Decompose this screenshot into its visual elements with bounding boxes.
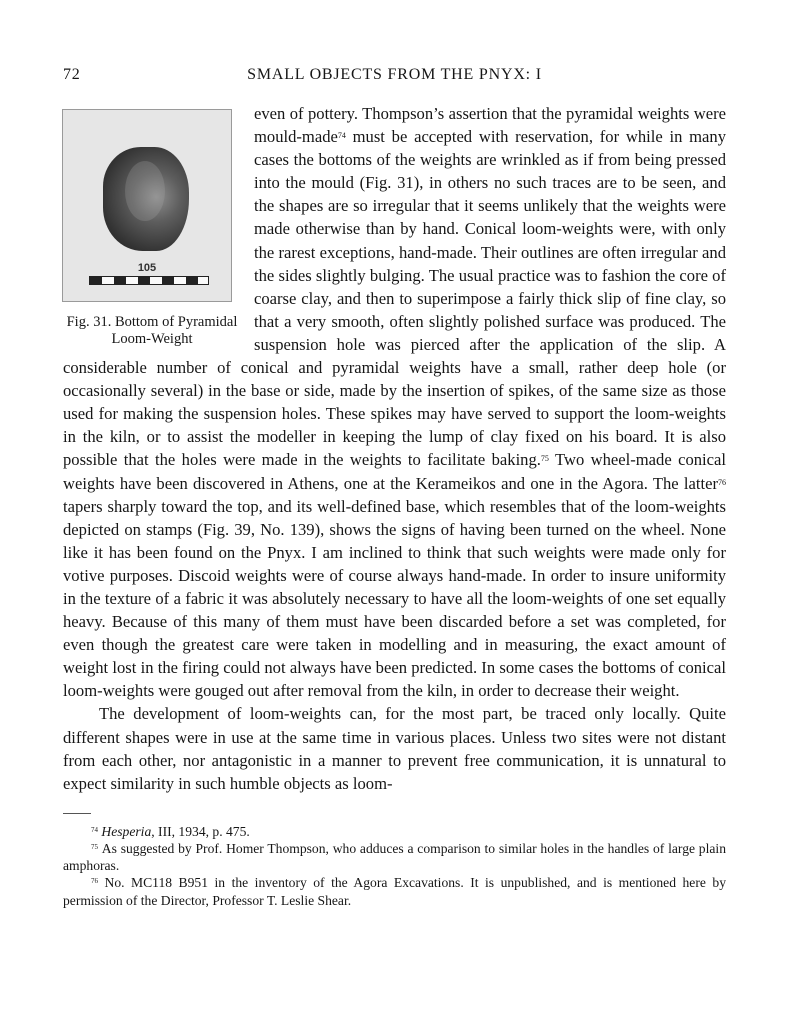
page-number: 72 bbox=[63, 66, 81, 83]
footnote-rule bbox=[63, 813, 91, 814]
scale-bar bbox=[89, 276, 209, 285]
footnote-ref-76[interactable]: 76 bbox=[718, 477, 726, 487]
loom-weight-photo bbox=[62, 109, 232, 302]
loom-weight-image bbox=[103, 147, 189, 251]
footnote-75: $^{75}$ As suggested by Prof. Homer Thompson, who adduces a comparison to similar holes in the handles of large plain amphoras. bbox=[63, 841, 726, 874]
paragraph-1: even of pottery. Thompson’s assertion that the pyramidal weights were mould-made$^{74}$ must be accepted with reservation, for while in many cases the bottoms of the weights are wrinkled as if from being pressed into the mould (Fig. 31), in others no such traces are to be seen, and the shapes are so irregular that it seems unlikely that the weights were made otherwise than by hand. Conical loom-weights were, with only the rarest exceptions, hand-made. Their outlines are often irregular and the sides slightly bulging. The usual practice was to fashion the core of coarse clay, and then to superimpose a fairly thick slip of fine clay, so that a very smooth, often slightly polished surface was produced. The suspension hole was pierced after the application of the slip. A considerable number of conical and pyramidal weights have a small, rather deep hole (or occasionally several) in the base or side, made by the insertion of spikes, of the same size as those used for making the suspension holes. These spikes may have served to support the loom-weights in the kiln, or to assist the modeller in keeping the lump of clay fixed on his board. It is also possible that the holes were made in the weights to facilitate baking.$^{75}$ Two wheel-made conical weights have been discovered in Athens, one at the Kerameikos and one in the Agora. The latter$^{76}$ tapers sharply toward the top, and its well-defined base, which resembles that of the loom-weights depicted on stamps (Fig. 39, No. 139), shows the signs of having been turned on the wheel. None like it has been found on the Pnyx. I am inclined to think that such weights were made only for votive purposes. Discoid weights were of course always hand-made. In order to insure uniformity in the texture of a fabric it was absolutely necessary to have all the loom-weights of one set equally heavy. Because of this many of them must have been discarded before a set was completed, for even though the greatest care were taken in modelling and in measuring, the exact amount of weight lost in the firing could not always have been predicted. In some cases the bottoms of conical loom-weights were gouged out after removal from the kiln, in order to decrease their weight. bbox=[63, 104, 726, 701]
footnotes bbox=[63, 823, 726, 909]
page bbox=[63, 66, 726, 909]
footnote-74: $^{74}$ Hesperia, III, 1934, p. 475. bbox=[91, 823, 250, 839]
footnote-ref-75[interactable]: 75 bbox=[540, 454, 549, 464]
footnote-ref-74[interactable]: 74 bbox=[337, 131, 346, 141]
running-title: SMALL OBJECTS FROM THE PNYX: I bbox=[247, 66, 542, 83]
figure-31 bbox=[62, 109, 242, 347]
running-header bbox=[63, 66, 726, 88]
footnote-76: $^{76}$ No. MC118 B951 in the inventory of the Agora Excavations. It is unpublished, and is mentioned here by permission of the Director, Professor T. Leslie Shear. bbox=[63, 875, 726, 908]
body-text bbox=[63, 102, 726, 795]
paragraph-2: The development of loom-weights can, for the most part, be traced only locally. Quite different shapes were in use at the same time in various places. Unless two sites were not distant from each other, nor antagonistic in a manner to prevent free communication, it is unnatural to expect similarity in such humble objects as loom- bbox=[63, 704, 726, 793]
photo-number-label: 105 bbox=[137, 262, 157, 274]
figure-caption: Fig. 31. Bottom of Pyramidal Loom-Weight bbox=[66, 314, 238, 347]
